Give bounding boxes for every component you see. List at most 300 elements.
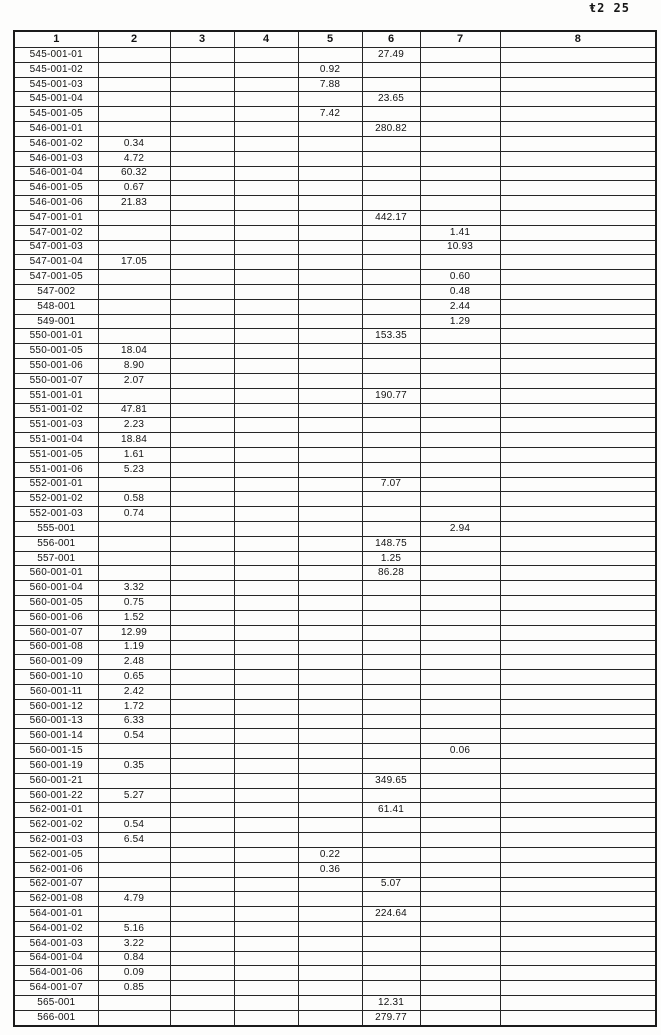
empty-cell	[500, 610, 656, 625]
empty-cell	[98, 536, 170, 551]
empty-cell	[234, 610, 298, 625]
empty-cell	[420, 699, 500, 714]
empty-cell	[98, 862, 170, 877]
empty-cell	[500, 655, 656, 670]
empty-cell	[500, 507, 656, 522]
empty-cell	[170, 373, 234, 388]
empty-cell	[298, 951, 362, 966]
empty-cell	[170, 62, 234, 77]
value-cell: 0.35	[98, 759, 170, 774]
empty-cell	[420, 492, 500, 507]
value-cell: 3.32	[98, 581, 170, 596]
empty-cell	[98, 270, 170, 285]
empty-cell	[500, 462, 656, 477]
row-id-cell: 546-001-03	[14, 151, 98, 166]
empty-cell	[362, 285, 420, 300]
empty-cell	[170, 610, 234, 625]
empty-cell	[98, 285, 170, 300]
empty-cell	[500, 818, 656, 833]
table-row	[14, 48, 656, 63]
table-row	[14, 907, 656, 922]
empty-cell	[98, 299, 170, 314]
empty-cell	[420, 433, 500, 448]
empty-cell	[362, 77, 420, 92]
empty-cell	[362, 418, 420, 433]
value-cell: 4.72	[98, 151, 170, 166]
empty-cell	[362, 166, 420, 181]
empty-cell	[420, 581, 500, 596]
empty-cell	[298, 684, 362, 699]
value-cell: 148.75	[362, 536, 420, 551]
value-cell: 0.74	[98, 507, 170, 522]
empty-cell	[298, 136, 362, 151]
empty-cell	[298, 610, 362, 625]
empty-cell	[420, 670, 500, 685]
empty-cell	[420, 892, 500, 907]
value-cell: 6.33	[98, 714, 170, 729]
empty-cell	[98, 803, 170, 818]
table-row	[14, 699, 656, 714]
value-cell: 3.22	[98, 936, 170, 951]
value-cell: 6.54	[98, 833, 170, 848]
empty-cell	[500, 744, 656, 759]
empty-cell	[98, 773, 170, 788]
value-cell: 0.36	[298, 862, 362, 877]
table-row	[14, 966, 656, 981]
empty-cell	[234, 729, 298, 744]
empty-cell	[170, 907, 234, 922]
value-cell: 1.52	[98, 610, 170, 625]
empty-cell	[298, 699, 362, 714]
empty-cell	[170, 92, 234, 107]
row-id-cell: 562-001-01	[14, 803, 98, 818]
empty-cell	[500, 270, 656, 285]
empty-cell	[234, 151, 298, 166]
empty-cell	[234, 536, 298, 551]
column-header: 3	[170, 31, 234, 48]
empty-cell	[170, 507, 234, 522]
empty-cell	[420, 166, 500, 181]
table-row	[14, 892, 656, 907]
empty-cell	[420, 729, 500, 744]
empty-cell	[234, 477, 298, 492]
empty-cell	[170, 314, 234, 329]
empty-cell	[298, 433, 362, 448]
empty-cell	[500, 981, 656, 996]
table-row	[14, 166, 656, 181]
empty-cell	[170, 462, 234, 477]
empty-cell	[170, 951, 234, 966]
empty-cell	[170, 551, 234, 566]
empty-cell	[170, 714, 234, 729]
empty-cell	[170, 981, 234, 996]
empty-cell	[170, 670, 234, 685]
empty-cell	[362, 507, 420, 522]
column-header: 8	[500, 31, 656, 48]
row-id-cell: 546-001-02	[14, 136, 98, 151]
empty-cell	[500, 640, 656, 655]
column-header: 4	[234, 31, 298, 48]
empty-cell	[500, 136, 656, 151]
value-cell: 0.34	[98, 136, 170, 151]
table-row	[14, 77, 656, 92]
empty-cell	[298, 670, 362, 685]
value-cell: 1.61	[98, 447, 170, 462]
empty-cell	[234, 877, 298, 892]
empty-cell	[170, 936, 234, 951]
table-row	[14, 181, 656, 196]
table-row	[14, 759, 656, 774]
empty-cell	[500, 210, 656, 225]
empty-cell	[362, 151, 420, 166]
empty-cell	[362, 344, 420, 359]
row-id-cell: 564-001-07	[14, 981, 98, 996]
empty-cell	[234, 892, 298, 907]
empty-cell	[170, 847, 234, 862]
empty-cell	[298, 48, 362, 63]
table-row	[14, 640, 656, 655]
row-id-cell: 549-001	[14, 314, 98, 329]
empty-cell	[98, 522, 170, 537]
empty-cell	[362, 640, 420, 655]
empty-cell	[362, 270, 420, 285]
empty-cell	[234, 684, 298, 699]
empty-cell	[500, 403, 656, 418]
value-cell: 5.07	[362, 877, 420, 892]
empty-cell	[298, 418, 362, 433]
empty-cell	[234, 907, 298, 922]
table-row	[14, 788, 656, 803]
empty-cell	[298, 833, 362, 848]
empty-cell	[362, 359, 420, 374]
row-id-cell: 562-001-03	[14, 833, 98, 848]
empty-cell	[500, 596, 656, 611]
table-row	[14, 359, 656, 374]
empty-cell	[420, 462, 500, 477]
empty-cell	[234, 122, 298, 137]
table-row	[14, 314, 656, 329]
value-cell: 0.06	[420, 744, 500, 759]
empty-cell	[170, 196, 234, 211]
value-cell: 0.48	[420, 285, 500, 300]
empty-cell	[234, 551, 298, 566]
empty-cell	[298, 477, 362, 492]
empty-cell	[362, 699, 420, 714]
table-row	[14, 596, 656, 611]
empty-cell	[170, 122, 234, 137]
empty-cell	[298, 373, 362, 388]
table-row	[14, 744, 656, 759]
empty-cell	[234, 359, 298, 374]
empty-cell	[234, 759, 298, 774]
empty-cell	[234, 433, 298, 448]
row-id-cell: 545-001-03	[14, 77, 98, 92]
empty-cell	[420, 684, 500, 699]
value-cell: 2.48	[98, 655, 170, 670]
row-id-cell: 545-001-04	[14, 92, 98, 107]
table-row	[14, 951, 656, 966]
empty-cell	[298, 447, 362, 462]
value-cell: 0.54	[98, 818, 170, 833]
empty-cell	[500, 921, 656, 936]
empty-cell	[170, 596, 234, 611]
empty-cell	[420, 610, 500, 625]
empty-cell	[170, 359, 234, 374]
empty-cell	[362, 255, 420, 270]
table-row	[14, 773, 656, 788]
empty-cell	[362, 522, 420, 537]
empty-cell	[98, 847, 170, 862]
value-cell: 0.60	[420, 270, 500, 285]
empty-cell	[500, 255, 656, 270]
value-cell: 21.83	[98, 196, 170, 211]
row-id-cell: 560-001-10	[14, 670, 98, 685]
empty-cell	[234, 966, 298, 981]
row-id-cell: 550-001-05	[14, 344, 98, 359]
empty-cell	[234, 92, 298, 107]
empty-cell	[420, 773, 500, 788]
empty-cell	[298, 625, 362, 640]
row-id-cell: 545-001-02	[14, 62, 98, 77]
empty-cell	[170, 803, 234, 818]
row-id-cell: 560-001-15	[14, 744, 98, 759]
empty-cell	[500, 77, 656, 92]
row-id-cell: 560-001-19	[14, 759, 98, 774]
row-id-cell: 560-001-12	[14, 699, 98, 714]
empty-cell	[362, 314, 420, 329]
empty-cell	[298, 581, 362, 596]
row-id-cell: 551-001-05	[14, 447, 98, 462]
empty-cell	[98, 107, 170, 122]
value-cell: 4.79	[98, 892, 170, 907]
table-row	[14, 122, 656, 137]
empty-cell	[234, 921, 298, 936]
value-cell: 1.19	[98, 640, 170, 655]
empty-cell	[420, 77, 500, 92]
table-row	[14, 210, 656, 225]
value-cell: 17.05	[98, 255, 170, 270]
value-cell: 0.09	[98, 966, 170, 981]
value-cell: 0.58	[98, 492, 170, 507]
empty-cell	[234, 507, 298, 522]
value-cell: 18.04	[98, 344, 170, 359]
empty-cell	[500, 107, 656, 122]
empty-cell	[420, 210, 500, 225]
empty-cell	[98, 907, 170, 922]
table-row	[14, 833, 656, 848]
empty-cell	[500, 418, 656, 433]
column-header: 7	[420, 31, 500, 48]
empty-cell	[500, 285, 656, 300]
empty-cell	[98, 210, 170, 225]
empty-cell	[420, 759, 500, 774]
table-row	[14, 610, 656, 625]
empty-cell	[298, 359, 362, 374]
empty-cell	[420, 596, 500, 611]
empty-cell	[362, 62, 420, 77]
empty-cell	[362, 196, 420, 211]
table-row	[14, 299, 656, 314]
empty-cell	[420, 803, 500, 818]
empty-cell	[98, 388, 170, 403]
empty-cell	[500, 181, 656, 196]
empty-cell	[500, 788, 656, 803]
value-cell: 27.49	[362, 48, 420, 63]
empty-cell	[500, 773, 656, 788]
table-body	[14, 48, 656, 1027]
empty-cell	[362, 759, 420, 774]
empty-cell	[234, 373, 298, 388]
empty-cell	[170, 729, 234, 744]
empty-cell	[362, 462, 420, 477]
empty-cell	[170, 862, 234, 877]
empty-cell	[234, 951, 298, 966]
empty-cell	[298, 122, 362, 137]
empty-cell	[500, 729, 656, 744]
table-row	[14, 847, 656, 862]
empty-cell	[170, 166, 234, 181]
empty-cell	[420, 818, 500, 833]
empty-cell	[234, 181, 298, 196]
empty-cell	[234, 625, 298, 640]
empty-cell	[170, 477, 234, 492]
empty-cell	[170, 966, 234, 981]
page-corner-label: ŧ2 25	[588, 1, 630, 15]
empty-cell	[170, 447, 234, 462]
table-row	[14, 492, 656, 507]
empty-cell	[362, 951, 420, 966]
empty-cell	[420, 907, 500, 922]
row-id-cell: 552-001-02	[14, 492, 98, 507]
empty-cell	[500, 833, 656, 848]
empty-cell	[298, 996, 362, 1011]
empty-cell	[420, 566, 500, 581]
empty-cell	[234, 403, 298, 418]
empty-cell	[234, 447, 298, 462]
value-cell: 0.84	[98, 951, 170, 966]
empty-cell	[500, 314, 656, 329]
empty-cell	[500, 92, 656, 107]
empty-cell	[298, 462, 362, 477]
empty-cell	[234, 62, 298, 77]
empty-cell	[298, 907, 362, 922]
empty-cell	[170, 788, 234, 803]
empty-cell	[298, 92, 362, 107]
table-row	[14, 936, 656, 951]
empty-cell	[420, 551, 500, 566]
empty-cell	[98, 314, 170, 329]
empty-cell	[298, 744, 362, 759]
empty-cell	[500, 240, 656, 255]
row-id-cell: 564-001-02	[14, 921, 98, 936]
empty-cell	[98, 566, 170, 581]
empty-cell	[298, 210, 362, 225]
row-id-cell: 560-001-11	[14, 684, 98, 699]
empty-cell	[500, 996, 656, 1011]
value-cell: 349.65	[362, 773, 420, 788]
row-id-cell: 557-001	[14, 551, 98, 566]
value-cell: 23.65	[362, 92, 420, 107]
empty-cell	[98, 240, 170, 255]
table-row	[14, 877, 656, 892]
empty-cell	[298, 921, 362, 936]
empty-cell	[298, 1010, 362, 1026]
row-id-cell: 564-001-06	[14, 966, 98, 981]
empty-cell	[298, 240, 362, 255]
table-row	[14, 818, 656, 833]
empty-cell	[420, 447, 500, 462]
empty-cell	[234, 522, 298, 537]
empty-cell	[234, 255, 298, 270]
empty-cell	[500, 492, 656, 507]
empty-cell	[500, 48, 656, 63]
value-cell: 0.67	[98, 181, 170, 196]
table-row	[14, 566, 656, 581]
empty-cell	[234, 166, 298, 181]
empty-cell	[500, 477, 656, 492]
table-row	[14, 551, 656, 566]
empty-cell	[234, 566, 298, 581]
empty-cell	[420, 477, 500, 492]
value-cell: 0.65	[98, 670, 170, 685]
value-cell: 7.07	[362, 477, 420, 492]
value-cell: 2.44	[420, 299, 500, 314]
value-cell: 1.25	[362, 551, 420, 566]
empty-cell	[170, 833, 234, 848]
empty-cell	[298, 507, 362, 522]
value-cell: 47.81	[98, 403, 170, 418]
value-cell: 7.88	[298, 77, 362, 92]
empty-cell	[500, 551, 656, 566]
value-cell: 190.77	[362, 388, 420, 403]
empty-cell	[362, 610, 420, 625]
empty-cell	[170, 1010, 234, 1026]
empty-cell	[500, 62, 656, 77]
empty-cell	[362, 625, 420, 640]
row-id-cell: 547-001-01	[14, 210, 98, 225]
empty-cell	[420, 388, 500, 403]
empty-cell	[234, 996, 298, 1011]
empty-cell	[500, 699, 656, 714]
table-row	[14, 418, 656, 433]
row-id-cell: 551-001-06	[14, 462, 98, 477]
empty-cell	[500, 625, 656, 640]
empty-cell	[234, 285, 298, 300]
empty-cell	[420, 847, 500, 862]
row-id-cell: 545-001-05	[14, 107, 98, 122]
empty-cell	[500, 196, 656, 211]
row-id-cell: 560-001-04	[14, 581, 98, 596]
empty-cell	[98, 551, 170, 566]
row-id-cell: 552-001-03	[14, 507, 98, 522]
value-cell: 7.42	[298, 107, 362, 122]
empty-cell	[170, 403, 234, 418]
empty-cell	[170, 388, 234, 403]
row-id-cell: 564-001-03	[14, 936, 98, 951]
value-cell: 1.29	[420, 314, 500, 329]
table-row	[14, 981, 656, 996]
empty-cell	[170, 329, 234, 344]
empty-cell	[500, 566, 656, 581]
empty-cell	[234, 744, 298, 759]
column-header: 5	[298, 31, 362, 48]
empty-cell	[298, 936, 362, 951]
empty-cell	[298, 225, 362, 240]
empty-cell	[234, 136, 298, 151]
row-id-cell: 560-001-06	[14, 610, 98, 625]
value-cell: 5.23	[98, 462, 170, 477]
empty-cell	[234, 314, 298, 329]
